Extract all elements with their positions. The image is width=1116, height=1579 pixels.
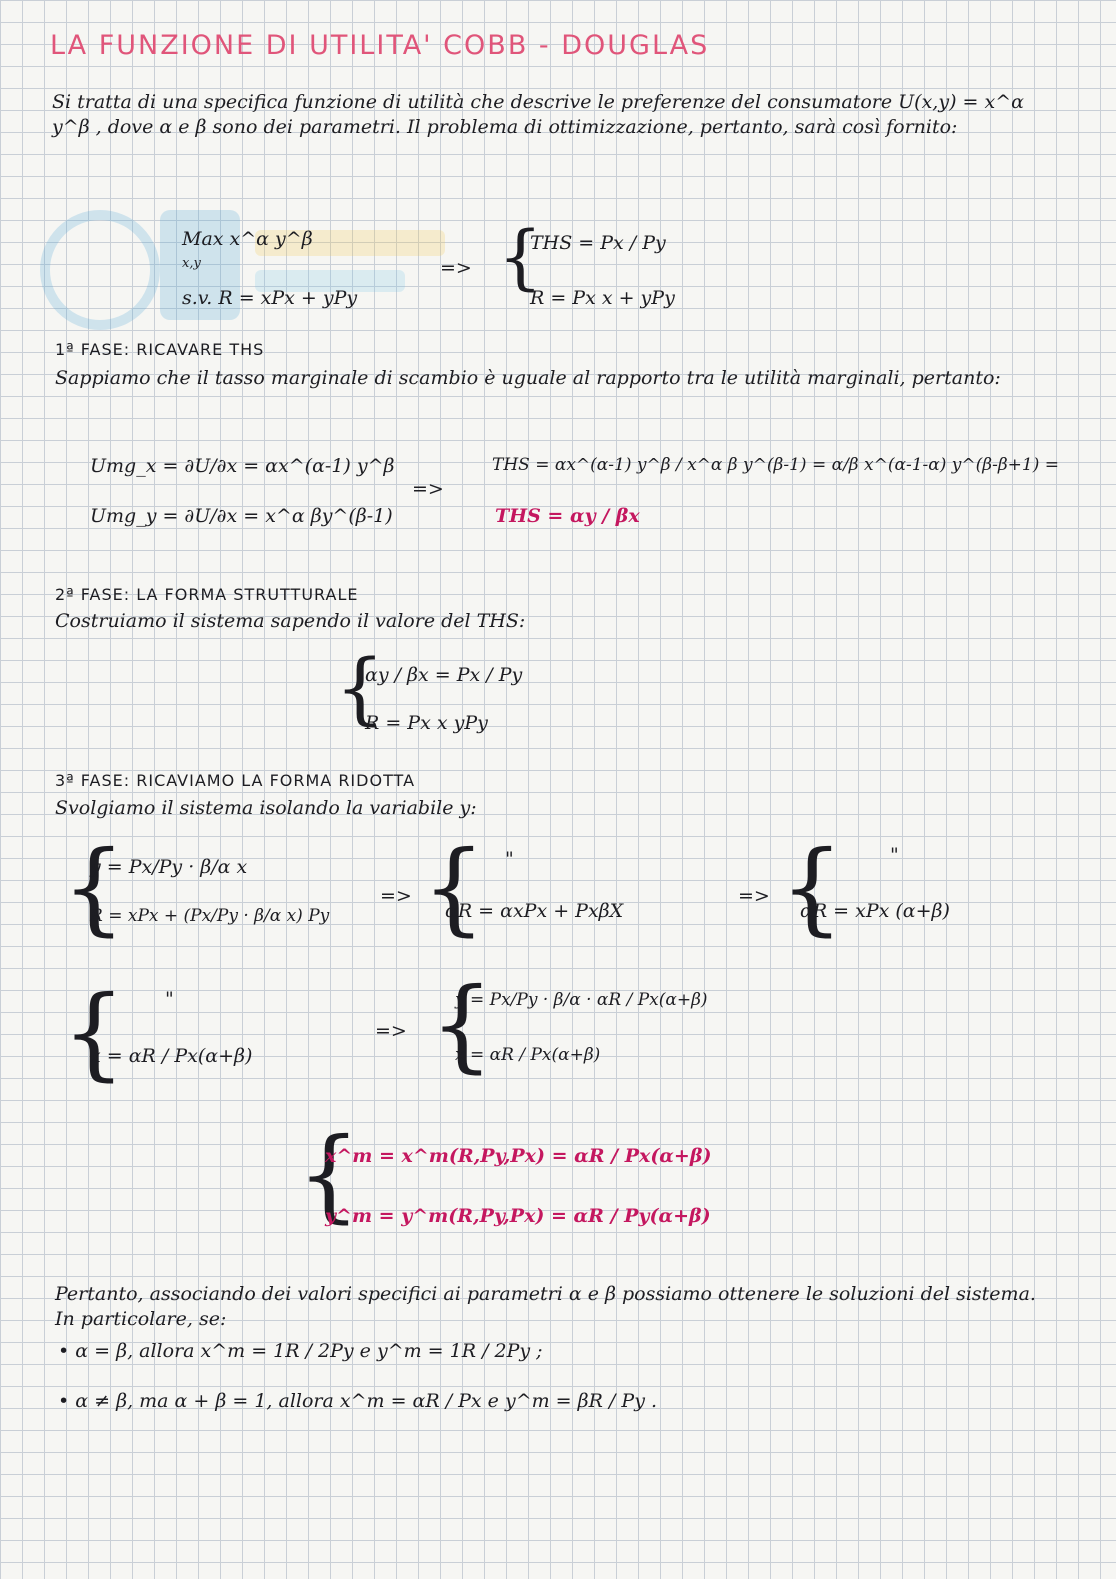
brace-structural: { — [335, 644, 385, 734]
ths-result: THS = αy / βx — [495, 505, 640, 527]
page-title: LA FUNZIONE DI UTILITA' COBB - DOUGLAS — [50, 30, 710, 61]
problem-constraint: s.v. R = xPx + yPy — [182, 287, 358, 309]
step3-ditto: " — [890, 844, 899, 866]
step5-y: y = Px/Py · β/α · αR / Px(α+β) — [455, 990, 708, 1010]
conclusion-text: Pertanto, associando dei valori specifici ai parametri α e β possiamo ottenere le soluzioni del sistema. In particolare, se: — [55, 1283, 1036, 1330]
phase3-text: Svolgiamo il sistema isolando la variabile y: — [55, 797, 477, 819]
brace-step2: { — [422, 829, 486, 946]
step2-r: αR = αxPx + PxβX — [445, 900, 624, 922]
brace-step4: { — [62, 974, 126, 1091]
phase2-heading: 2ª FASE: LA FORMA STRUTTURALE — [55, 585, 359, 604]
problem-budget: R = Px x + yPy — [530, 287, 675, 309]
arrow-step2: => — [738, 885, 770, 907]
case2 — [58, 1390, 657, 1412]
arrow-step4: => — [375, 1020, 407, 1042]
intro-paragraph: Si tratta di una specifica funzione di utilità che descrive le preferenze del consumatore U(x,y) = x^α y^β , dove α e β sono dei parametri. Il problema di ottimizzazione, pertanto, sarà così fornito: — [52, 91, 1024, 138]
arrow-step1: => — [380, 885, 412, 907]
umg-y: Umg_y = ∂U/∂x = x^α βy^(β-1) — [90, 505, 393, 527]
step5-x: x = αR / Px(α+β) — [455, 1045, 601, 1065]
problem-max-sub: x,y — [182, 256, 201, 271]
final-y-demand: y^m = y^m(R,Py,Px) = αR / Py(α+β) — [325, 1205, 711, 1227]
case1-text: α = β, allora x^m = 1R / 2Py e y^m = 1R / 2Py ; — [75, 1340, 543, 1362]
brace-step1: { — [62, 829, 126, 946]
phase1-heading: 1ª FASE: RICAVARE THS — [55, 340, 265, 359]
brace-problem: { — [498, 216, 543, 298]
brace-final: { — [297, 1116, 361, 1233]
arrow-implies-2: => — [412, 478, 444, 500]
case2-text: α ≠ β, ma α + β = 1, allora x^m = αR / Px e y^m = βR / Py . — [75, 1390, 658, 1412]
step1-y: y = Px/Py · β/α x — [90, 856, 248, 878]
final-x-demand: x^m = x^m(R,Py,Px) = αR / Px(α+β) — [325, 1145, 712, 1167]
problem-max: Max x^α y^β — [182, 228, 313, 250]
phase3-heading: 3ª FASE: RICAVIAMO LA FORMA RIDOTTA — [55, 771, 416, 790]
brace-step3: { — [780, 829, 844, 946]
arrow-implies: => — [440, 257, 472, 279]
ths-derivation: THS = αx^(α-1) y^β / x^α β y^(β-1) = α/β x^(α-1-α) y^(β-β+1) = — [492, 455, 1060, 475]
umg-x: Umg_x = ∂U/∂x = αx^(α-1) y^β — [90, 455, 395, 477]
step4-ditto: " — [165, 988, 174, 1010]
step4-x: x = αR / Px(α+β) — [90, 1045, 253, 1067]
step3-r: αR = xPx (α+β) — [800, 900, 950, 922]
structural-eq2: R = Px x yPy — [365, 712, 488, 734]
phase2-text: Costruiamo il sistema sapendo il valore del THS: — [55, 610, 526, 632]
phase1-text: Sappiamo che il tasso marginale di scambio è uguale al rapporto tra le utilità marginali, pertanto: — [55, 367, 1001, 389]
step1-r: R = xPx + (Px/Py · β/α x) Py — [90, 906, 330, 926]
problem-ths: THS = Px / Py — [530, 232, 666, 254]
case1 — [58, 1340, 543, 1362]
bullet-1: • — [58, 1340, 76, 1362]
structural-eq1: αy / βx = Px / Py — [365, 664, 523, 686]
step2-ditto: " — [505, 848, 514, 870]
brace-step5: { — [430, 966, 494, 1083]
bullet-2: • — [58, 1390, 76, 1412]
